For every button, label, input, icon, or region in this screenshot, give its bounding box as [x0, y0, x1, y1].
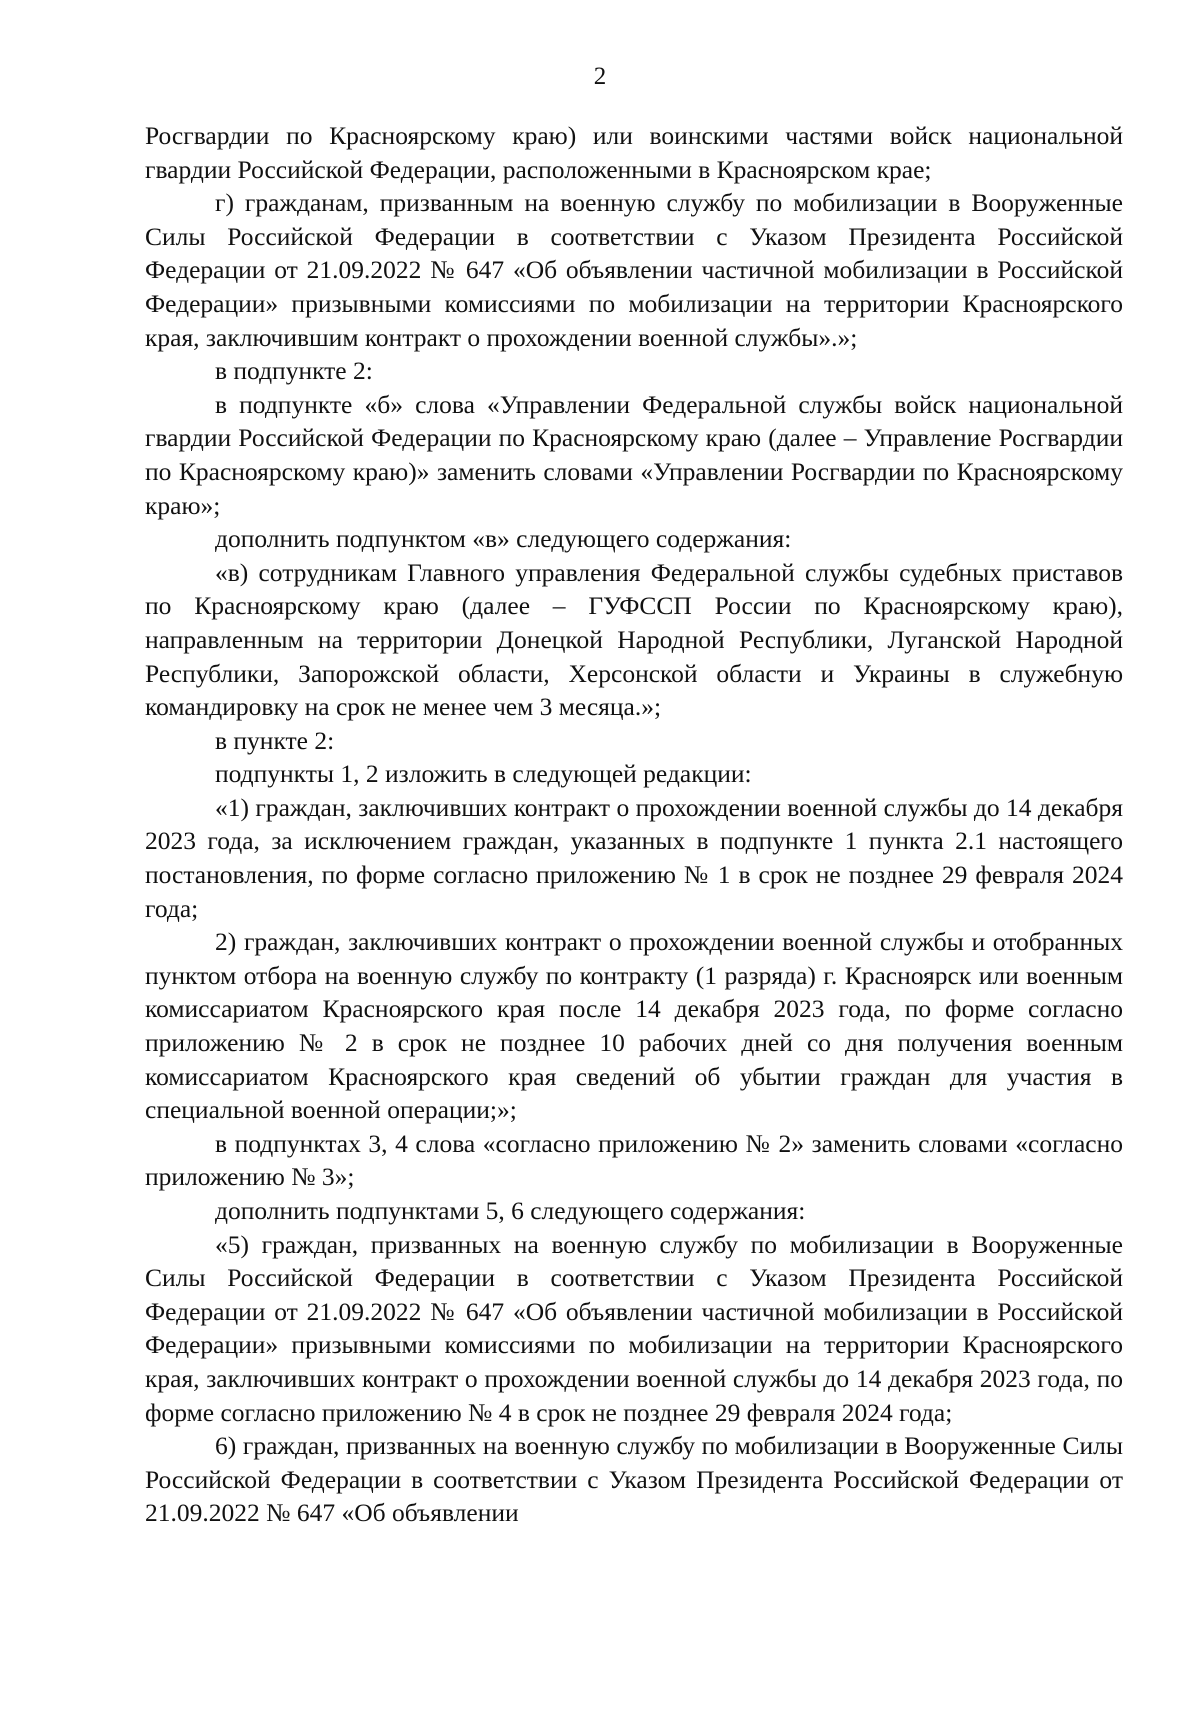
- paragraph-1: Росгвардии по Красноярскому краю) или воинскими частями войск национальной гвардии Российской Федерации, расположенными в Красноярском крае;: [145, 121, 1123, 184]
- document-body: [145, 119, 1123, 1530]
- paragraph-12: дополнить подпунктами 5, 6 следующего содержания:: [215, 1196, 806, 1225]
- paragraph-9: «1) граждан, заключивших контракт о прохождении военной службы до 14 декабря 2023 года, за исключением граждан, указанных в подпункте 1 пункта 2.1 настоящего постановления, по форме согласно приложению № 1 в срок не позднее 29 февраля 2024 года;: [145, 792, 1123, 923]
- page-number: 2: [593, 63, 607, 90]
- paragraph-5: дополнить подпунктом «в» следующего содержания:: [215, 524, 792, 554]
- paragraph-8: подпункты 1, 2 изложить в следующей редакции:: [215, 759, 752, 789]
- paragraph-3: в подпункте 2:: [215, 356, 373, 386]
- paragraph-10: 2) граждан, заключивших контракт о прохождении военной службы и отобранных пунктом отбора на военную службу по контракту (1 разряда) г. Красноярск или военным комиссариатом Красноярского края после 14 декабря 2023 года, по форме согласно приложению № 2 в срок не позднее 10 рабочих дней со дня получения военным комиссариатом Красноярского края сведений об убытии граждан для участия в специальной военной операции;»;: [145, 927, 1123, 1125]
- paragraph-4: в подпункте «б» слова «Управлении Федеральной службы войск национальной гвардии Российской Федерации по Красноярскому краю (далее – Управление Росгвардии по Красноярскому краю)» заменить словами «Управлении Росгвардии по Красноярскому краю»;: [145, 389, 1123, 520]
- paragraph-6: «в) сотрудникам Главного управления Федеральной службы судебных приставов по Красноярскому краю (далее – ГУФССП России по Красноярскому краю), направленным на территории Донецкой Народной Республики, Луганской Народной Республики, Запорожской области, Херсонской области и Украины в служебную командировку на срок не менее чем 3 месяца.»;: [145, 557, 1123, 722]
- paragraph-14: 6) граждан, призванных на военную службу по мобилизации в Вооруженные Силы Российской Федерации в соответствии с Указом Президента Российской Федерации от 21.09.2022 № 647 «Об объявлении: [145, 1431, 1123, 1528]
- paragraph-2: г) гражданам, призванным на военную службу по мобилизации в Вооруженные Силы Российской Федерации в соответствии с Указом Президента Российской Федерации от 21.09.2022 № 647 «Об объявлении частичной мобилизации в Российской Федерации» призывными комиссиями по мобилизации на территории Красноярского края, заключившим контракт о прохождении военной службы».»;: [145, 188, 1123, 352]
- paragraph-7: в пункте 2:: [215, 725, 335, 755]
- paragraph-13: «5) граждан, призванных на военную службу по мобилизации в Вооруженные Силы Российской Федерации в соответствии с Указом Президента Российской Федерации от 21.09.2022 № 647 «Об объявлении частичной мобилизации в Российской Федерации» призывными комиссиями по мобилизации на территории Красноярского края, заключивших контракт о прохождении военной службы до 14 декабря 2023 года, по форме согласно приложению № 4 в срок не позднее 29 февраля 2024 года;: [145, 1229, 1123, 1427]
- paragraph-11: в подпунктах 3, 4 слова «согласно приложению № 2» заменить словами «согласно приложению № 3»;: [145, 1128, 1123, 1192]
